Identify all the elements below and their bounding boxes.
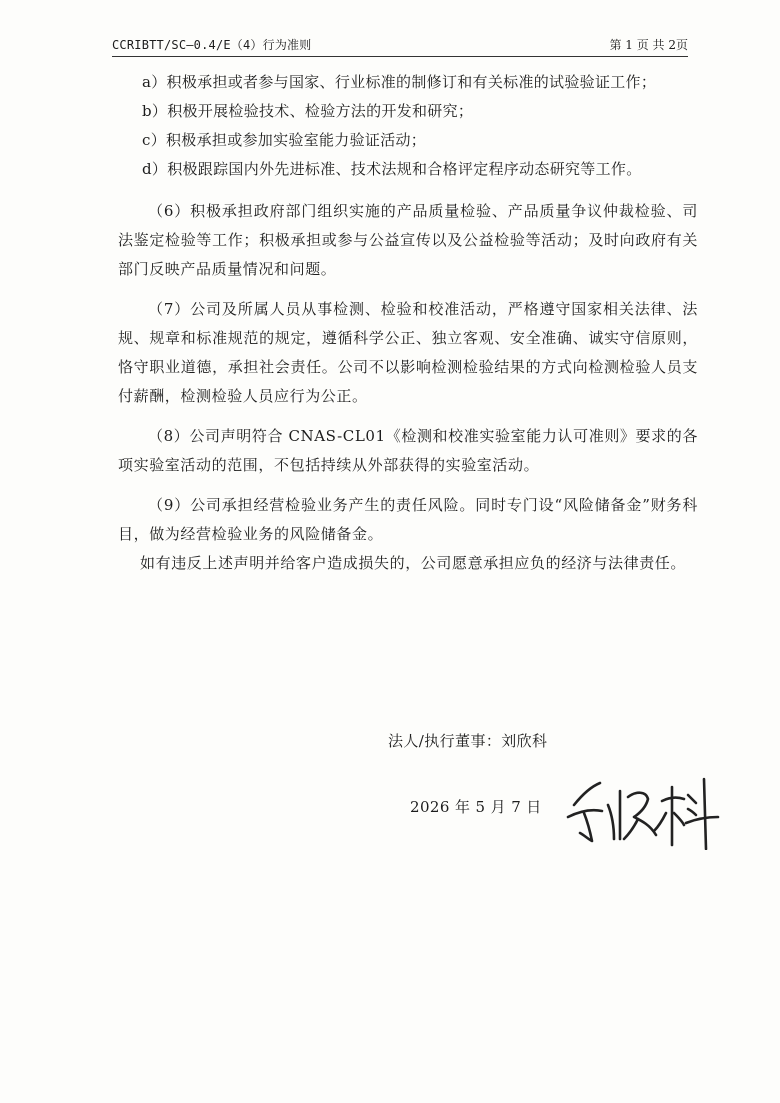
paragraph-8: （8）公司声明符合 CNAS-CL01《检测和校准实验室能力认可准则》要求的各项实验室活动的范围，不包括持续从外部获得的实验室活动。 bbox=[118, 427, 698, 474]
sign-date: 2026 年 5 月 7 日 bbox=[410, 798, 542, 816]
liability-declaration: 如有违反上述声明并给客户造成损失的，公司愿意承担应负的经济与法律责任。 bbox=[140, 554, 687, 572]
list-item-a: a）积极承担或者参与国家、行业标准的制修订和有关标准的试验验证工作； bbox=[142, 73, 657, 91]
list-item-b: b）积极开展检验技术、检验方法的开发和研究； bbox=[142, 102, 474, 120]
legal-representative: 法人/执行董事：刘欣科 bbox=[388, 732, 548, 750]
handwritten-signature bbox=[562, 765, 722, 850]
page-number: 第 1 页 共 2页 bbox=[609, 38, 688, 52]
document-code: CCRIBTT/SC—0.4/E（4）行为准则 bbox=[112, 38, 312, 52]
list-item-c: c）积极承担或参加实验室能力验证活动； bbox=[142, 131, 427, 149]
paragraph-9: （9）公司承担经营检验业务产生的责任风险。同时专门设“风险储备金”财务科目，做为经营检验业务的风险储备金。 bbox=[118, 496, 698, 543]
page-header bbox=[112, 28, 688, 57]
document-body bbox=[118, 68, 698, 578]
paragraph-6: （6）积极承担政府部门组织实施的产品质量检验、产品质量争议仲裁检验、司法鉴定检验等工作；积极承担或参与公益宣传以及公益检验等活动；及时向政府有关部门反映产品质量情况和问题。 bbox=[118, 202, 698, 278]
paragraph-7: （7）公司及所属人员从事检测、检验和校准活动，严格遵守国家相关法律、法规、规章和标准规范的规定，遵循科学公正、独立客观、安全准确、诚实守信原则，恪守职业道德，承担社会责任。公司不以影响检测检验结果的方式向检测检验人员支付薪酬，检测检验人员应行为公正。 bbox=[118, 300, 698, 405]
list-item-d: d）积极跟踪国内外先进标准、技术法规和合格评定程序动态研究等工作。 bbox=[142, 160, 642, 178]
